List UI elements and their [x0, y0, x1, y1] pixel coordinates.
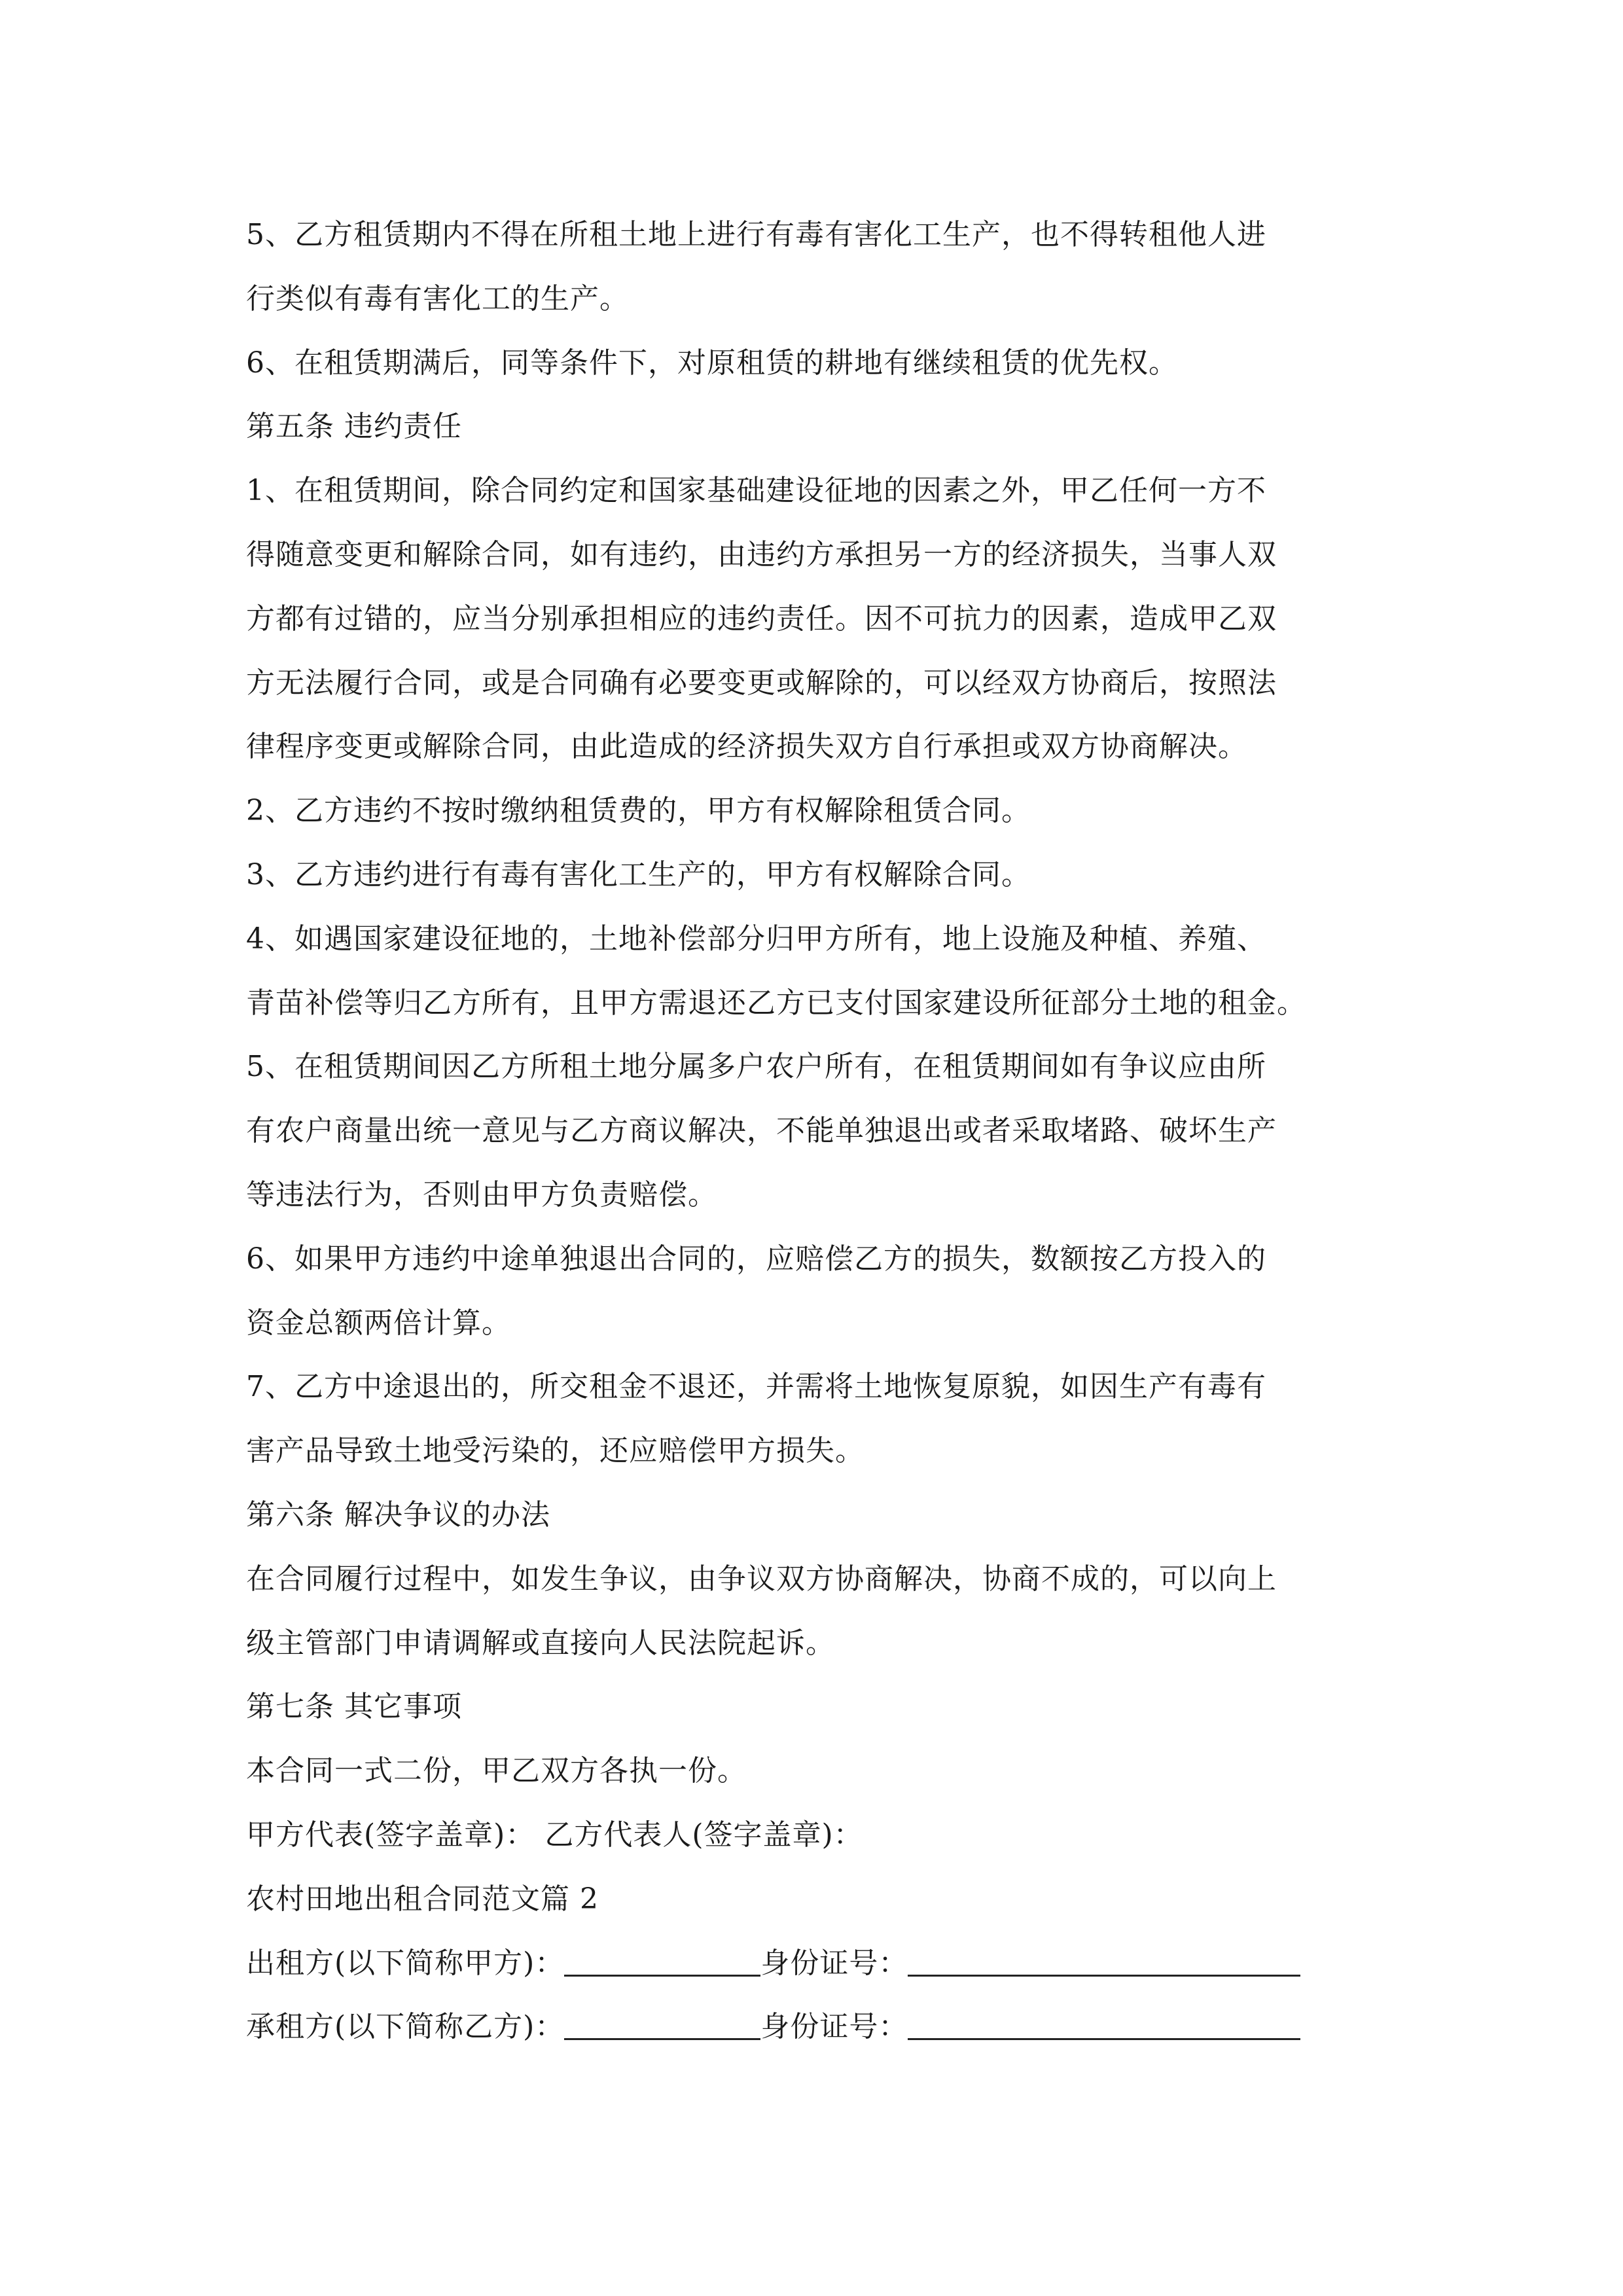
- lessee-name-blank[interactable]: [564, 2009, 760, 2040]
- text-line: 5、在租赁期间因乙方所租土地分属多户农户所有，在租赁期间如有争议应由所: [246, 1050, 1266, 1084]
- lessee-form-row: [246, 1995, 1398, 2059]
- text-line: 害产品导致土地受污染的，还应赔偿甲方损失。: [246, 1434, 865, 1468]
- lessor-label: 出租方(以下简称甲方)：: [246, 1946, 565, 1980]
- text-line: 4、如遇国家建设征地的，土地补偿部分归甲方所有，地上设施及种植、养殖、: [246, 922, 1266, 956]
- section-heading: 第七条 其它事项: [246, 1690, 462, 1724]
- text-line: 方无法履行合同，或是合同确有必要变更或解除的，可以经双方协商后，按照法: [246, 666, 1277, 700]
- text-line: 资金总额两倍计算。: [246, 1306, 511, 1340]
- text-line: 5、乙方租赁期内不得在所租土地上进行有毒有害化工生产，也不得转租他人进: [246, 218, 1266, 251]
- section-heading: 第五条 违约责任: [246, 410, 462, 444]
- lessor-name-blank[interactable]: [564, 1946, 760, 1977]
- document-subtitle: 农村田地出租合同范文篇 2: [246, 1882, 599, 1916]
- text-line: 在合同履行过程中，如发生争议，由争议双方协商解决，协商不成的，可以向上: [246, 1562, 1277, 1596]
- section-heading: 第六条 解决争议的办法: [246, 1498, 550, 1532]
- text-line: 律程序变更或解除合同，由此造成的经济损失双方自行承担或双方协商解决。: [246, 730, 1247, 764]
- text-line: 7、乙方中途退出的，所交租金不退还，并需将土地恢复原貌，如因生产有毒有: [246, 1370, 1266, 1404]
- text-line: 青苗补偿等归乙方所有，且甲方需退还乙方已支付国家建设所征部分土地的租金。: [246, 986, 1306, 1020]
- text-line: 行类似有毒有害化工的生产。: [246, 281, 629, 315]
- document-body: [246, 203, 1398, 2059]
- text-line: 有农户商量出统一意见与乙方商议解决，不能单独退出或者采取堵路、破坏生产: [246, 1114, 1277, 1148]
- lessee-id-label: 身份证号：: [760, 2010, 908, 2044]
- text-line: 等违法行为，否则由甲方负责赔偿。: [246, 1177, 717, 1211]
- text-line: 级主管部门申请调解或直接向人民法院起诉。: [246, 1626, 835, 1660]
- lessor-id-label: 身份证号：: [760, 1946, 908, 1980]
- text-line: 得随意变更和解除合同，如有违约，由违约方承担另一方的经济损失，当事人双: [246, 537, 1277, 571]
- text-line: 3、乙方违约进行有毒有害化工生产的，甲方有权解除合同。: [246, 857, 1031, 891]
- lessor-form-row: [246, 1931, 1398, 1996]
- lessee-label: 承租方(以下简称乙方)：: [246, 2010, 565, 2044]
- text-line: 本合同一式二份，甲乙双方各执一份。: [246, 1754, 747, 1788]
- text-line: 方都有过错的，应当分别承担相应的违约责任。因不可抗力的因素，造成甲乙双: [246, 601, 1277, 636]
- text-line: 2、乙方违约不按时缴纳租赁费的，甲方有权解除租赁合同。: [246, 794, 1031, 828]
- text-line: 6、在租赁期满后，同等条件下，对原租赁的耕地有继续租赁的优先权。: [246, 346, 1178, 380]
- lessee-id-blank[interactable]: [908, 2009, 1300, 2040]
- lessor-id-blank[interactable]: [908, 1946, 1300, 1977]
- signature-line: 甲方代表(签字盖章)： 乙方代表人(签字盖章)：: [246, 1818, 863, 1852]
- text-line: 6、如果甲方违约中途单独退出合同的，应赔偿乙方的损失，数额按乙方投入的: [246, 1242, 1266, 1276]
- text-line: 1、在租赁期间，除合同约定和国家基础建设征地的因素之外，甲乙任何一方不: [246, 474, 1266, 508]
